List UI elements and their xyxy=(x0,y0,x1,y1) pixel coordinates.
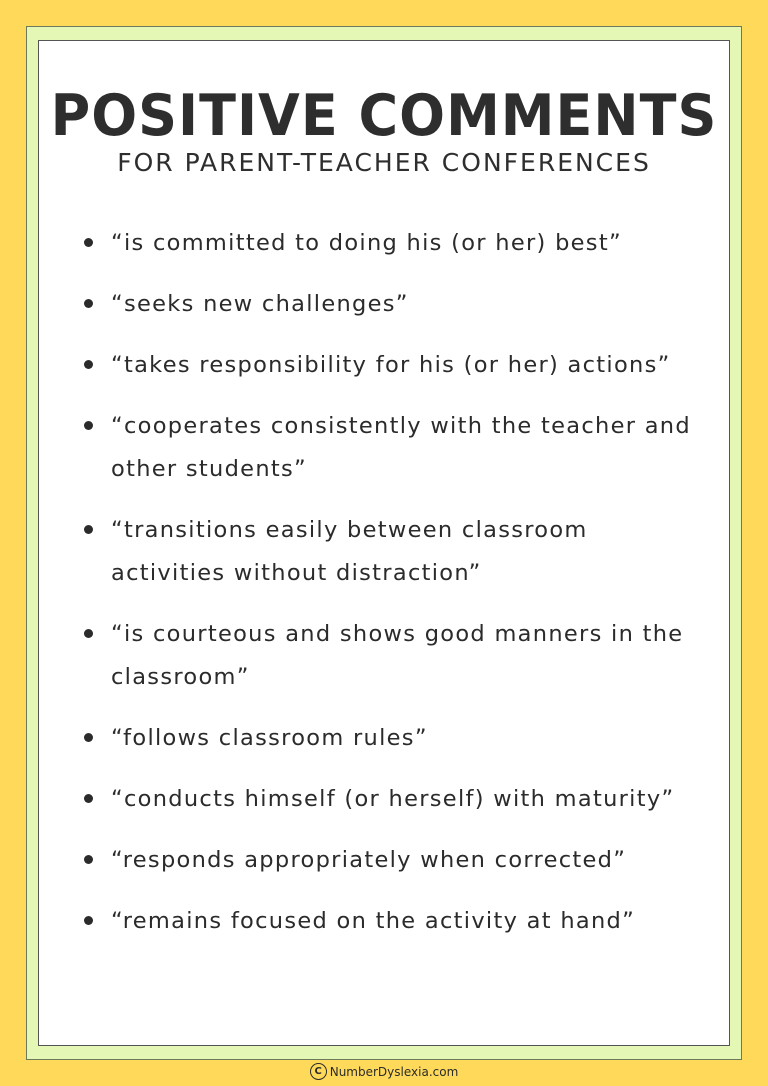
comment-text: “takes responsibility for his (or her) actions” xyxy=(111,352,671,378)
bullet-icon xyxy=(84,733,93,742)
list-item xyxy=(84,222,694,265)
bullet-icon xyxy=(84,629,93,638)
comment-text: “transitions easily between classroom activities without distraction” xyxy=(111,517,588,586)
comment-text: “cooperates consistently with the teacher and other students” xyxy=(111,413,691,482)
list-item xyxy=(84,717,694,760)
comment-text: “responds appropriately when corrected” xyxy=(111,847,627,873)
list-item xyxy=(84,839,694,882)
list-item xyxy=(84,613,694,699)
footer-credit xyxy=(0,1063,768,1080)
bullet-icon xyxy=(84,855,93,864)
bullet-icon xyxy=(84,525,93,534)
comment-text: “is committed to doing his (or her) best” xyxy=(111,230,622,256)
site-name: NumberDyslexia.com xyxy=(329,1064,459,1079)
comments-list xyxy=(84,222,694,961)
bullet-icon xyxy=(84,299,93,308)
list-item xyxy=(84,344,694,387)
list-item xyxy=(84,900,694,943)
bullet-icon xyxy=(84,360,93,369)
bullet-icon xyxy=(84,238,93,247)
comment-text: “follows classroom rules” xyxy=(111,725,428,751)
copyright-icon: C xyxy=(310,1063,327,1080)
bullet-icon xyxy=(84,421,93,430)
comment-text: “seeks new challenges” xyxy=(111,291,409,317)
list-item xyxy=(84,283,694,326)
comment-text: “is courteous and shows good manners in the classroom” xyxy=(111,621,684,690)
bullet-icon xyxy=(84,916,93,925)
comment-text: “remains focused on the activity at hand” xyxy=(111,908,636,934)
page-subtitle: FOR PARENT-TEACHER CONFERENCES xyxy=(117,148,651,177)
list-item xyxy=(84,778,694,821)
comment-text: “conducts himself (or herself) with maturity” xyxy=(111,786,675,812)
list-item xyxy=(84,509,694,595)
list-item xyxy=(84,405,694,491)
bullet-icon xyxy=(84,794,93,803)
page-title: POSITIVE COMMENTS xyxy=(50,82,718,149)
